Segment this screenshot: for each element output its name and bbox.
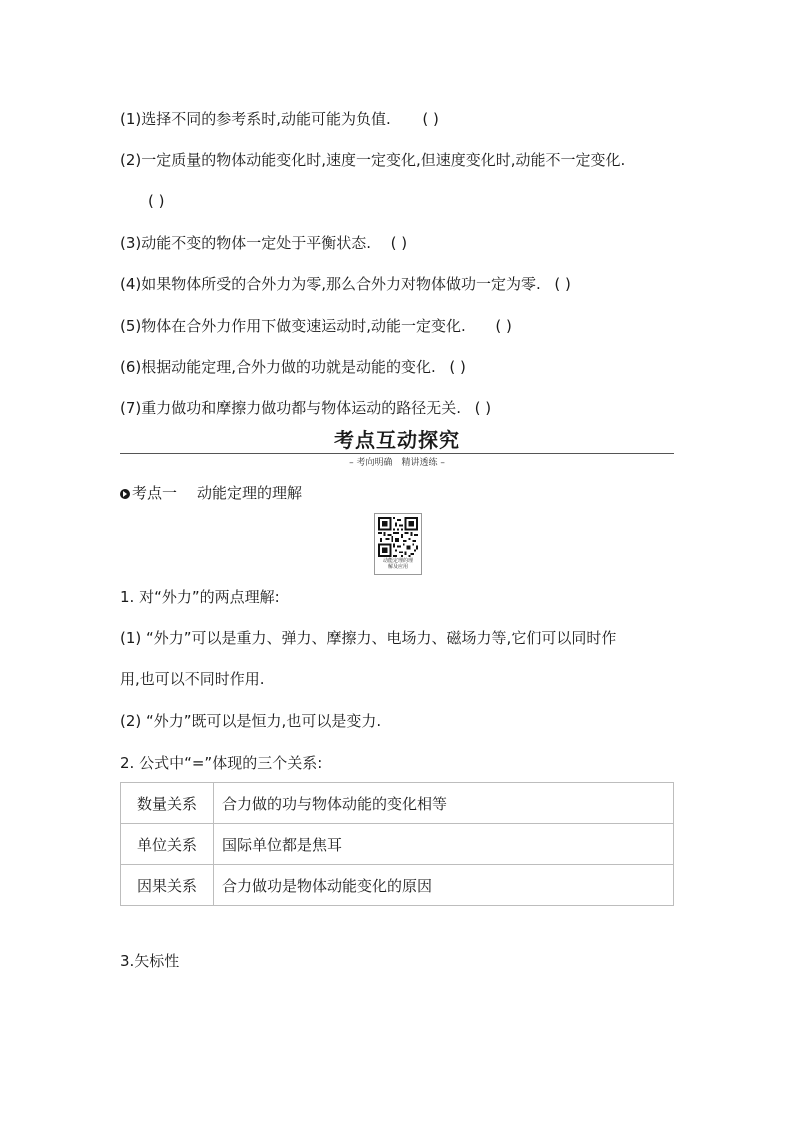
paragraph-vector-scalar: 3.矢标性 — [120, 952, 180, 970]
question-4 — [120, 274, 571, 294]
play-bullet-icon — [120, 489, 130, 499]
paragraph-external-force-point-1-cont: 用,也可以不同时作用. — [120, 670, 265, 688]
question-2-blank: ( ) — [148, 192, 165, 210]
question-2-answer-line — [148, 191, 164, 211]
question-1 — [120, 109, 439, 129]
topic-heading — [120, 483, 302, 503]
question-5-text: (5)物体在合外力作用下做变速运动时,动能一定变化. — [120, 317, 466, 335]
question-7-text: (7)重力做功和摩擦力做功都与物体运动的路径无关. — [120, 399, 462, 417]
question-7 — [120, 398, 491, 418]
question-5-blank: ( ) — [495, 317, 512, 335]
table-cell-label: 数量关系 — [121, 783, 214, 824]
qr-caption — [375, 558, 421, 570]
relations-table — [120, 782, 674, 906]
table-row — [121, 865, 674, 906]
question-2-text: (2)一定质量的物体动能变化时,速度一定变化,但速度变化时,动能不一定变化. — [120, 151, 626, 169]
question-1-text: (1)选择不同的参考系时,动能可能为负值. — [120, 110, 391, 128]
table-row — [121, 783, 674, 824]
table-cell-value: 国际单位都是焦耳 — [214, 824, 674, 865]
qr-caption-line-2: 解及应用 — [387, 564, 408, 570]
table-cell-value: 合力做的功与物体动能的变化相等 — [214, 783, 674, 824]
question-5 — [120, 316, 512, 336]
section-title: 考点互动探究 — [334, 428, 460, 452]
qr-code-icon — [378, 517, 418, 557]
paragraph-formula-relations: 2. 公式中“=”体现的三个关系: — [120, 754, 323, 772]
qr-code[interactable] — [374, 513, 422, 575]
table-cell-value: 合力做功是物体动能变化的原因 — [214, 865, 674, 906]
question-3-blank: ( ) — [390, 234, 408, 252]
question-3-text: (3)动能不变的物体一定处于平衡状态. — [120, 234, 372, 252]
section-divider — [120, 453, 674, 454]
question-3 — [120, 233, 407, 253]
paragraph-external-force-heading: 1. 对“外力”的两点理解: — [120, 588, 280, 606]
question-6 — [120, 357, 466, 377]
paragraph-external-force-point-1: (1) “外力”可以是重力、弹力、摩擦力、电场力、磁场力等,它们可以同时作 — [120, 629, 617, 647]
qr-caption-line-1: 动能定理的理 — [382, 558, 413, 564]
question-7-blank: ( ) — [474, 399, 492, 417]
question-4-blank: ( ) — [554, 275, 571, 293]
table-cell-label: 单位关系 — [121, 824, 214, 865]
topic-label: 考点一 — [132, 484, 178, 502]
paragraph-external-force-point-2: (2) “外力”既可以是恒力,也可以是变力. — [120, 712, 382, 730]
topic-name: 动能定理的理解 — [197, 484, 303, 502]
table-row — [121, 824, 674, 865]
section-subtitle: – 考向明确 精讲透练 – — [349, 458, 445, 468]
question-2 — [120, 150, 625, 170]
question-6-text: (6)根据动能定理,合外力做的功就是动能的变化. — [120, 358, 436, 376]
question-6-blank: ( ) — [449, 358, 466, 376]
question-1-blank: ( ) — [422, 110, 439, 128]
question-4-text: (4)如果物体所受的合外力为零,那么合外力对物体做功一定为零. — [120, 275, 541, 293]
table-cell-label: 因果关系 — [121, 865, 214, 906]
